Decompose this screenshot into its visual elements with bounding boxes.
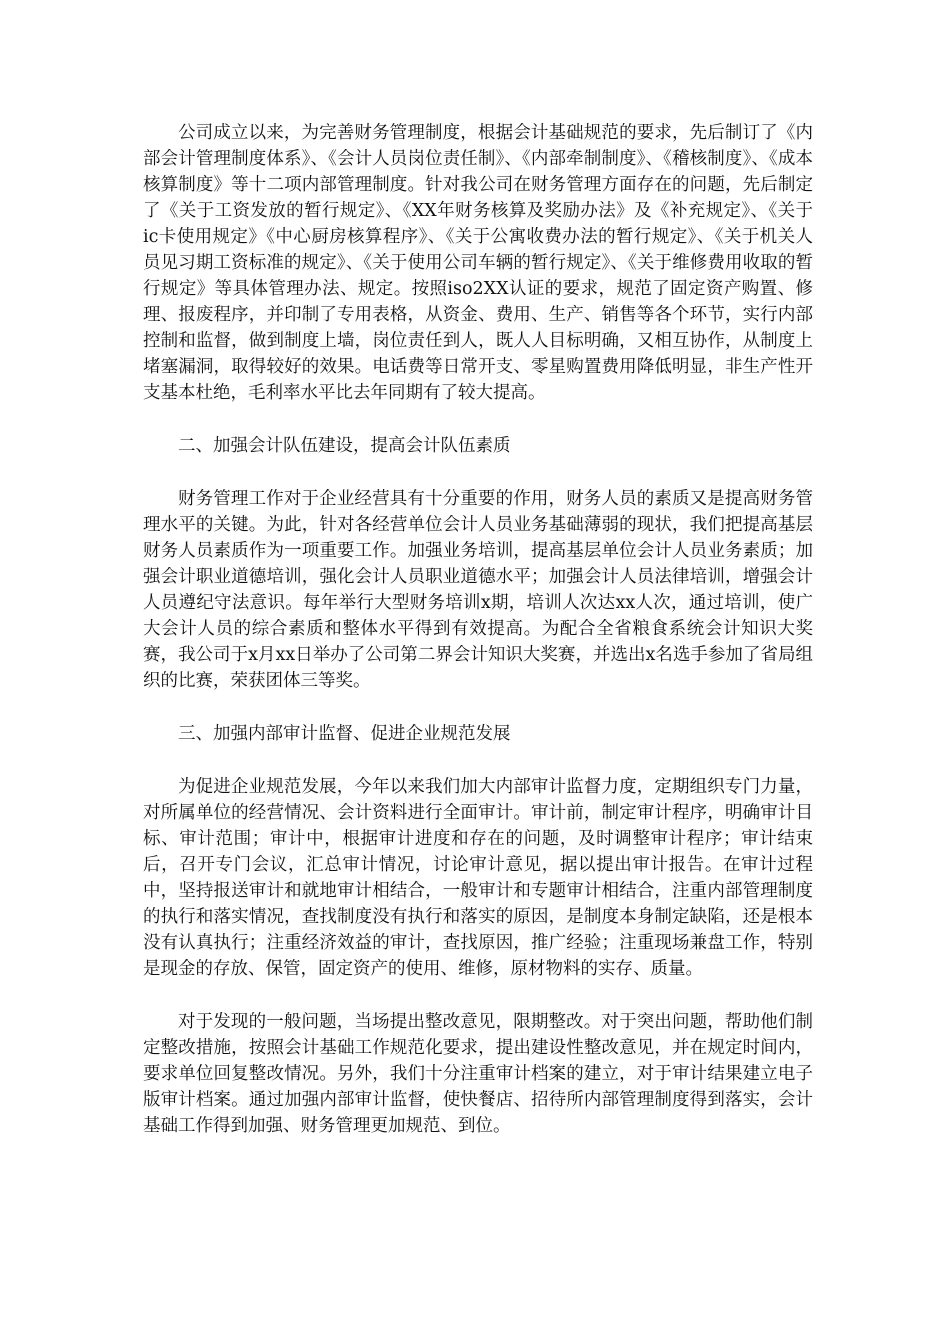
section-heading-internal-audit: 三、加强内部审计监督、促进企业规范发展 xyxy=(178,724,511,744)
paragraph-gap xyxy=(143,982,813,1009)
paragraph-financial-systems: 公司成立以来，为完善财务管理制度，根据会计基础规范的要求，先后制订了《内部会计管理制度体系》、《会计人员岗位责任制》、《内部牵制制度》、《稽核制度》、《成本核算制度》等十二项内部管理制度。针对我公司在财务管理方面存在的问题，先后制定了《关于工资发放的暂行规定》、《XX年财务核算及奖励办法》及《补充规定》、《关于ic卡使用规定》《中心厨房核算程序》、《关于公寓收费办法的暂行规定》、《关于机关人员见习期工资标准的规定》、《关于使用公司车辆的暂行规定》、《关于维修费用收取的暂行规定》等具体管理办法、规定。按照iso2XX认证的要求，规范了固定资产购置、修理、报废程序，并印制了专用表格，从资金、费用、生产、销售等各个环节，实行内部控制和监督，做到制度上墙，岗位责任到人，既人人目标明确，又相互协作，从制度上堵塞漏洞，取得较好的效果。电话费等日常开支、零星购置费用降低明显，非生产性开支基本杜绝，毛利率水平比去年同期有了较大提高。 xyxy=(143,123,813,403)
paragraph-rectification: 对于发现的一般问题，当场提出整改意见，限期整改。对于突出问题，帮助他们制定整改措施，按照会计基础工作规范化要求，提出建设性整改意见，并在规定时间内，要求单位回复整改情况。另外，我们十分注重审计档案的建立，对于审计结果建立电子版审计档案。通过加强内部审计监督，使快餐店、招待所内部管理制度得到落实，会计基础工作得到加强、财务管理更加规范、到位。 xyxy=(143,1012,813,1136)
paragraph-gap xyxy=(143,459,813,486)
paragraph-gap xyxy=(143,406,813,433)
paragraph-internal-audit: 为促进企业规范发展，今年以来我们加大内部审计监督力度，定期组织专门力量，对所属单位的经营情况、会计资料进行全面审计。审计前，制定审计程序，明确审计目标、审计范围；审计中，根据审计进度和存在的问题，及时调整审计程序；审计结束后，召开专门会议，汇总审计情况，讨论审计意见，据以提出审计报告。在审计过程中，坚持报送审计和就地审计相结合，一般审计和专题审计相结合，注重内部管理制度的执行和落实情况，查找制度没有执行和落实的原因，是制度本身制定缺陷，还是根本没有认真执行；注重经济效益的审计，查找原因，推广经验；注重现场兼盘工作，特别是现金的存放、保管，固定资产的使用、维修，原材物料的实存、质量。 xyxy=(143,777,813,979)
paragraph-accounting-team: 财务管理工作对于企业经营具有十分重要的作用，财务人员的素质又是提高财务管理水平的关键。为此，针对各经营单位会计人员业务基础薄弱的现状，我们把提高基层财务人员素质作为一项重要工作。加强业务培训，提高基层单位会计人员业务素质；加强会计职业道德培训，强化会计人员职业道德水平；加强会计人员法律培训，增强会计人员遵纪守法意识。每年举行大型财务培训x期，培训人次达xx人次，通过培训，使广大会计人员的综合素质和整体水平得到有效提高。为配合全省粮食系统会计知识大奖赛，我公司于x月xx日举办了公司第二界会计知识大奖赛，并选出x名选手参加了省局组织的比赛，荣获团体三等奖。 xyxy=(143,489,813,691)
document-body xyxy=(143,120,813,1139)
paragraph-gap xyxy=(143,747,813,774)
section-heading-accounting-team: 二、加强会计队伍建设，提高会计队伍素质 xyxy=(178,436,511,456)
paragraph-gap xyxy=(143,694,813,721)
